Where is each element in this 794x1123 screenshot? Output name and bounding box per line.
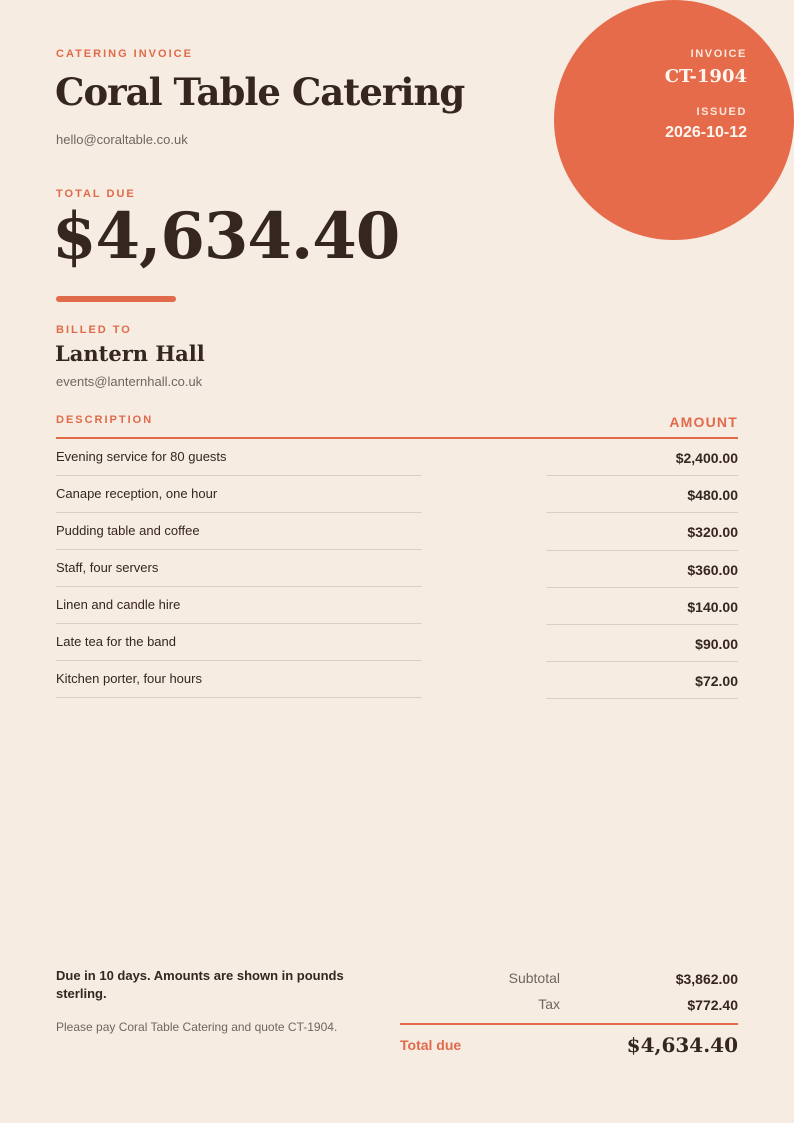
line-item-amount: $140.00	[546, 588, 738, 625]
summary-rule	[400, 1023, 738, 1025]
line-item-description: Pudding table and coffee	[56, 513, 422, 550]
total-due-label: TOTAL DUE	[56, 188, 136, 200]
amount-column	[546, 439, 738, 699]
invoice-kicker: CATERING INVOICE	[56, 48, 193, 60]
total-due-summary-value: $4,634.40	[626, 1033, 738, 1057]
total-due-amount: $4,634.40	[52, 199, 400, 274]
invoice-label: INVOICE	[690, 48, 747, 60]
line-item-description: Late tea for the band	[56, 624, 422, 661]
tax-label: Tax	[538, 996, 560, 1012]
total-due-summary-label: Total due	[400, 1037, 462, 1053]
line-item-amount: $480.00	[546, 476, 738, 513]
column-header-amount: AMOUNT	[669, 414, 738, 430]
column-header-description: DESCRIPTION	[56, 414, 154, 426]
line-item-description: Linen and candle hire	[56, 587, 422, 624]
line-item-amount: $72.00	[546, 662, 738, 699]
line-item-description: Kitchen porter, four hours	[56, 661, 422, 698]
subtotal-label: Subtotal	[508, 970, 560, 986]
line-item-amount: $90.00	[546, 625, 738, 662]
payment-terms: Due in 10 days. Amounts are shown in pounds sterling.	[56, 968, 344, 1001]
line-item-description: Evening service for 80 guests	[56, 439, 422, 476]
invoice-number: CT-1904	[664, 66, 747, 87]
issued-date: 2026-10-12	[665, 124, 747, 141]
billed-to-label: BILLED TO	[56, 324, 132, 336]
client-email: events@lanternhall.co.uk	[56, 374, 203, 389]
client-name: Lantern Hall	[55, 341, 205, 366]
accent-bar	[56, 296, 176, 302]
line-item-description: Staff, four servers	[56, 550, 422, 587]
company-name: Coral Table Catering	[55, 70, 465, 114]
line-item-amount: $320.00	[546, 513, 738, 550]
issued-label: ISSUED	[696, 106, 747, 118]
line-item-amount: $360.00	[546, 551, 738, 588]
invoice-badge-circle	[554, 0, 794, 240]
tax-value: $772.40	[687, 997, 738, 1013]
line-item-description: Canape reception, one hour	[56, 476, 422, 513]
description-column	[56, 439, 422, 698]
line-item-amount: $2,400.00	[546, 439, 738, 476]
subtotal-value: $3,862.00	[675, 971, 738, 987]
payment-instructions: Please pay Coral Table Catering and quote CT-1904.	[56, 1020, 338, 1034]
company-email: hello@coraltable.co.uk	[56, 132, 188, 147]
